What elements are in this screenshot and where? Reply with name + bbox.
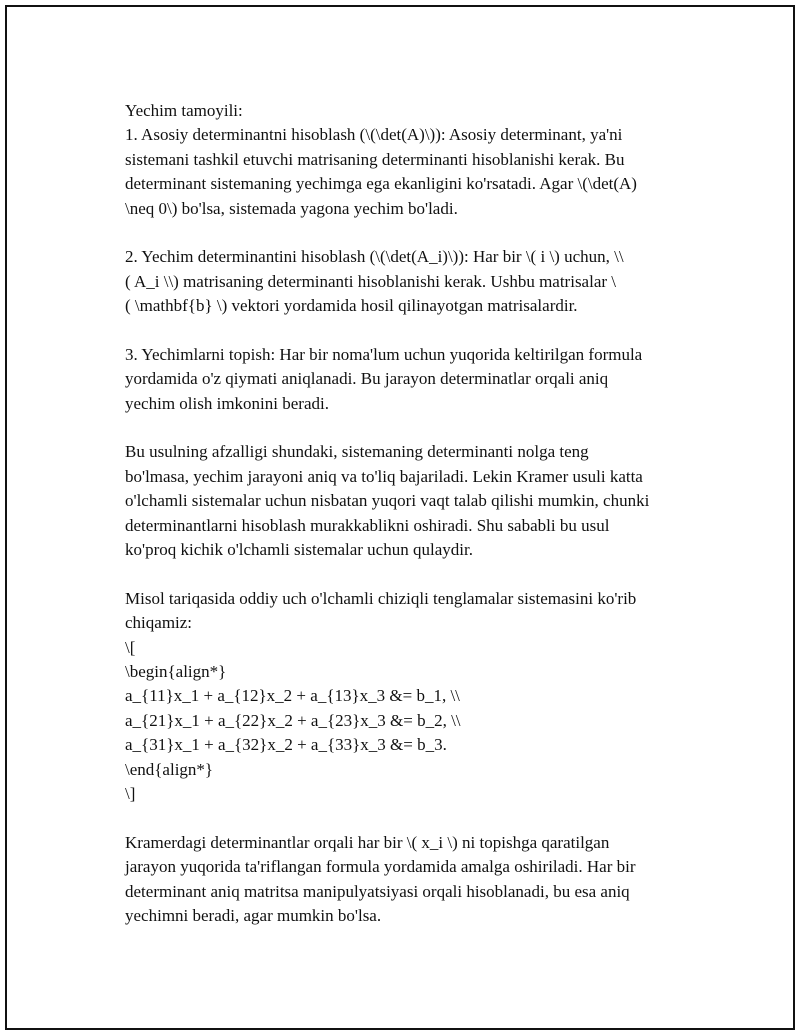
paragraph (125, 245, 715, 318)
text-line: jarayon yuqorida ta'riflangan formula yordamida amalga oshiriladi. Har bir (125, 857, 636, 877)
text-line: 1. Asosiy determinantni hisoblash (\(\det(A)\)): Asosiy determinant, ya'ni (125, 125, 623, 145)
text-line: a_{11}x_1 + a_{12}x_2 + a_{13}x_3 &= b_1, \\ (125, 686, 460, 706)
text-line: yechimni beradi, agar mumkin bo'lsa. (125, 905, 382, 925)
text-line: 2. Yechim determinantini hisoblash (\(\det(A_i)\)): Har bir \( i \) uchun, \\ (125, 247, 624, 267)
page-frame (5, 5, 795, 1030)
text-line: Yechim tamoyili: (125, 101, 243, 120)
text-line: a_{21}x_1 + a_{22}x_2 + a_{23}x_3 &= b_2, \\ (125, 710, 461, 730)
paragraph (125, 440, 715, 562)
text-line: Kramerdagi determinantlar orqali har bir \( x_i \) ni topishga qaratilgan (125, 832, 610, 852)
document-body (125, 99, 715, 928)
paragraph (125, 587, 715, 807)
text-line: ( \mathbf{b} \) vektori yordamida hosil qilinayotgan matrisalardir. (125, 296, 578, 316)
text-line: \[ (125, 637, 136, 657)
text-line: ( A_i \\) matrisaning determinanti hisoblanishi kerak. Ushbu matrisalar \ (125, 271, 617, 291)
text-line: chiqamiz: (125, 613, 193, 633)
text-line: Bu usulning afzalligi shundaki, sistemaning determinanti nolga teng (125, 442, 589, 462)
paragraph (125, 99, 715, 221)
text-line: sistemani tashkil etuvchi matrisaning determinanti hisoblanishi kerak. Bu (125, 149, 625, 169)
paragraph (125, 831, 715, 929)
text-line: \end{align*} (125, 759, 214, 779)
text-line: determinant aniq matritsa manipulyatsiyasi orqali hisoblanadi, bu esa aniq (125, 881, 630, 901)
text-line: ko'proq kichik o'lchamli sistemalar uchun qulaydir. (125, 540, 473, 560)
text-line: \begin{align*} (125, 661, 227, 681)
text-line: Misol tariqasida oddiy uch o'lchamli chiziqli tenglamalar sistemasini ko'rib (125, 588, 637, 608)
paragraph (125, 343, 715, 416)
text-line: yordamida o'z qiymati aniqlanadi. Bu jarayon determinatlar orqali aniq (125, 369, 609, 389)
text-line: 3. Yechimlarni topish: Har bir noma'lum uchun yuqorida keltirilgan formula (125, 344, 643, 364)
text-line: a_{31}x_1 + a_{32}x_2 + a_{33}x_3 &= b_3. (125, 735, 447, 755)
text-line: determinant sistemaning yechimga ega ekanligini ko'rsatadi. Agar \(\det(A) (125, 174, 637, 194)
text-line: determinantlarni hisoblash murakkablikni oshiradi. Shu sababli bu usul (125, 515, 610, 535)
text-line: o'lchamli sistemalar uchun nisbatan yuqori vaqt talab qilishi mumkin, chunki (125, 491, 650, 511)
text-line: yechim olish imkonini beradi. (125, 393, 329, 413)
text-line: bo'lmasa, yechim jarayoni aniq va to'liq bajariladi. Lekin Kramer usuli katta (125, 466, 643, 486)
text-line: \] (125, 783, 136, 803)
text-line: \neq 0\) bo'lsa, sistemada yagona yechim bo'ladi. (125, 198, 458, 218)
